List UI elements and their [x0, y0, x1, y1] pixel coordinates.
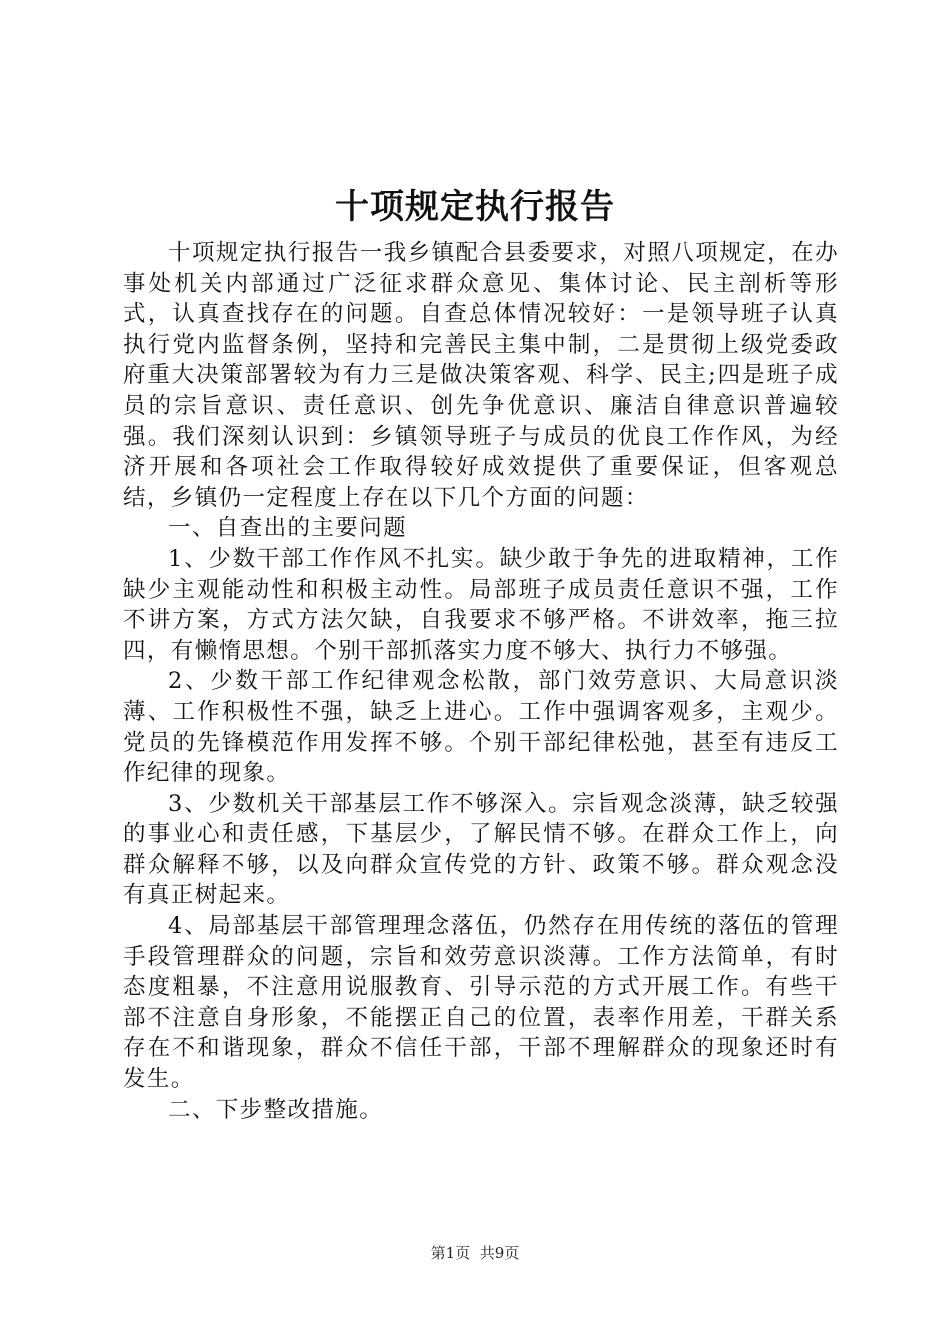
paragraph-intro: 十项规定执行报告一我乡镇配合县委要求，对照八项规定，在办事处机关内部通过广泛征求群众意见、集体讨论、民主剖析等形式，认真查找存在的问题。自查总体情况较好：一是领导班子认真执行党内监督条例，坚持和完善民主集中制，二是贯彻上级党委政府重大决策部署较为有力三是做决策客观、科学、民主;四是班子成员的宗旨意识、责任意识、创先争优意识、廉洁自律意识普遍较强。我们深刻认识到：乡镇领导班子与成员的优良工作作风，为经济开展和各项社会工作取得较好成效提供了重要保证，但客观总结，乡镇仍一定程度上存在以下几个方面的问题：: [123, 240, 839, 511]
paragraph-problem-2: 2、少数干部工作纪律观念松散，部门效劳意识、大局意识淡薄、工作积极性不强，缺乏上进心。工作中强调客观多，主观少。党员的先锋模范作用发挥不够。个别干部纪律松弛，甚至有违反工作纪律的现象。: [123, 668, 839, 787]
document-title: 十项规定执行报告: [335, 187, 615, 227]
page-total: 共9页: [479, 1244, 520, 1262]
paragraph-problem-3: 3、少数机关干部基层工作不够深入。宗旨观念淡薄，缺乏较强的事业心和责任感，下基层少，了解民情不够。在群众工作上，向群众解释不够，以及向群众宣传党的方针、政策不够。群众观念没有真正树起来。: [123, 790, 839, 909]
page-footer: [0, 1243, 950, 1263]
section-heading-problems: 一、自查出的主要问题: [168, 515, 408, 542]
paragraph-problem-4: 4、局部基层干部管理理念落伍，仍然存在用传统的落伍的管理手段管理群众的问题，宗旨和效劳意识淡薄。工作方法简单，有时态度粗暴，不注意用说服教育、引导示范的方式开展工作。有些干部不注意自身形象，不能摆正自己的位置，表率作用差，干群关系存在不和谐现象，群众不信任干部，干部不理解群众的现象还时有发生。: [123, 913, 839, 1093]
page-number: 第1页: [430, 1244, 471, 1262]
section-heading-measures: 二、下步整改措施。: [168, 1096, 384, 1123]
document-body: [123, 238, 839, 1125]
paragraph-problem-1: 1、少数干部工作作风不扎实。缺少敢于争先的进取精神，工作缺少主观能动性和积极主动性。局部班子成员责任意识不强，工作不讲方案，方式方法欠缺，自我要求不够严格。不讲效率，拖三拉四，有懒惰思想。个别干部抓落实力度不够大、执行力不够强。: [123, 545, 839, 664]
